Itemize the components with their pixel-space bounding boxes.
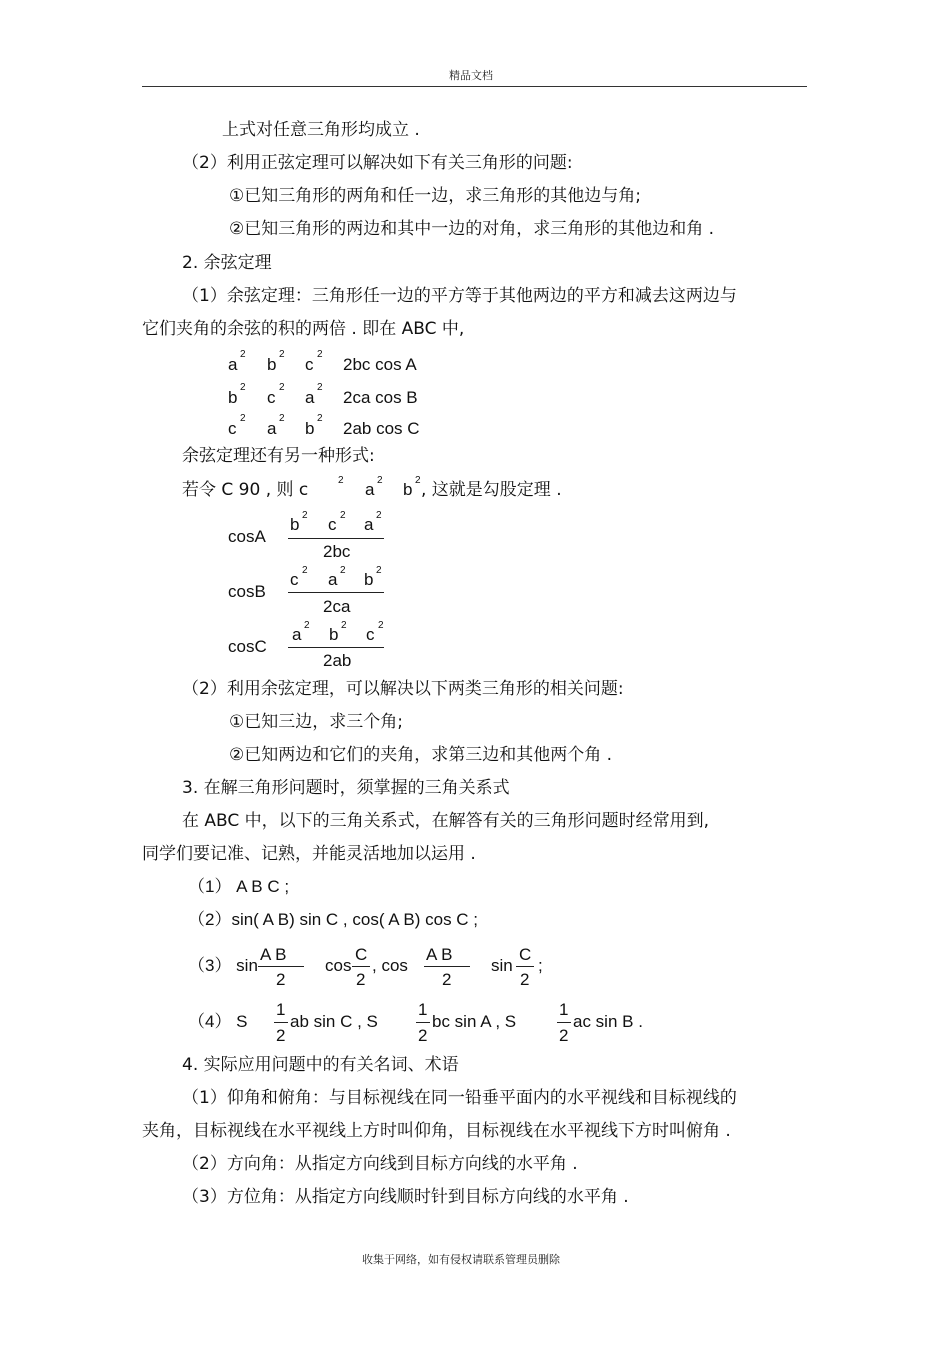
section-heading: 2. 余弦定理 <box>182 253 272 273</box>
page-header: 精品文档 <box>449 69 493 82</box>
section-heading: 4. 实际应用问题中的有关名词、术语 <box>182 1055 459 1075</box>
page-footer: 收集于网络，如有侵权请联系管理员删除 <box>362 1253 560 1266</box>
text-line: ①已知三角形的两角和任一边，求三角形的其他边与角; <box>229 186 641 206</box>
header-rule <box>142 86 807 87</box>
text-line: （2）利用正弦定理可以解决如下有关三角形的问题: <box>182 153 573 173</box>
text-line: （1）仰角和俯角：与目标视线在同一铅垂平面内的水平视线和目标视线的 <box>182 1088 737 1108</box>
text-line: 夹角，目标视线在水平视线上方时叫仰角，目标视线在水平视线下方时叫俯角 . <box>142 1121 731 1141</box>
text-line: 余弦定理还有另一种形式: <box>182 446 375 466</box>
text-line: （2）利用余弦定理，可以解决以下两类三角形的相关问题: <box>182 679 624 699</box>
text-line: ②已知两边和它们的夹角，求第三边和其他两个角 . <box>229 745 613 765</box>
relation-1: （1） A B C ; <box>188 877 290 896</box>
section-heading: 3. 在解三角形问题时，须掌握的三角关系式 <box>182 778 510 798</box>
text-line: 同学们要记准、记熟，并能灵活地加以运用 . <box>142 844 476 864</box>
text-line: 在 ABC 中，以下的三角关系式，在解答有关的三角形问题时经常用到, <box>182 811 710 831</box>
relation-2: （2）sin( A B) sin C , cos( A B) cos C ; <box>188 910 479 929</box>
text-line: （3）方位角：从指定方向线顺时针到目标方向线的水平角 . <box>182 1187 629 1207</box>
text-line: （1）余弦定理：三角形任一边的平方等于其他两边的平方和减去这两边与 <box>182 286 737 306</box>
text-line: （2）方向角：从指定方向线到目标方向线的水平角 . <box>182 1154 578 1174</box>
text-line: 上式对任意三角形均成立 . <box>222 120 420 140</box>
text-line: ②已知三角形的两边和其中一边的对角，求三角形的其他边和角 . <box>229 219 715 239</box>
text-line: ①已知三边，求三个角; <box>229 712 403 732</box>
text-line: 它们夹角的余弦的积的两倍 . 即在 ABC 中, <box>142 319 465 339</box>
